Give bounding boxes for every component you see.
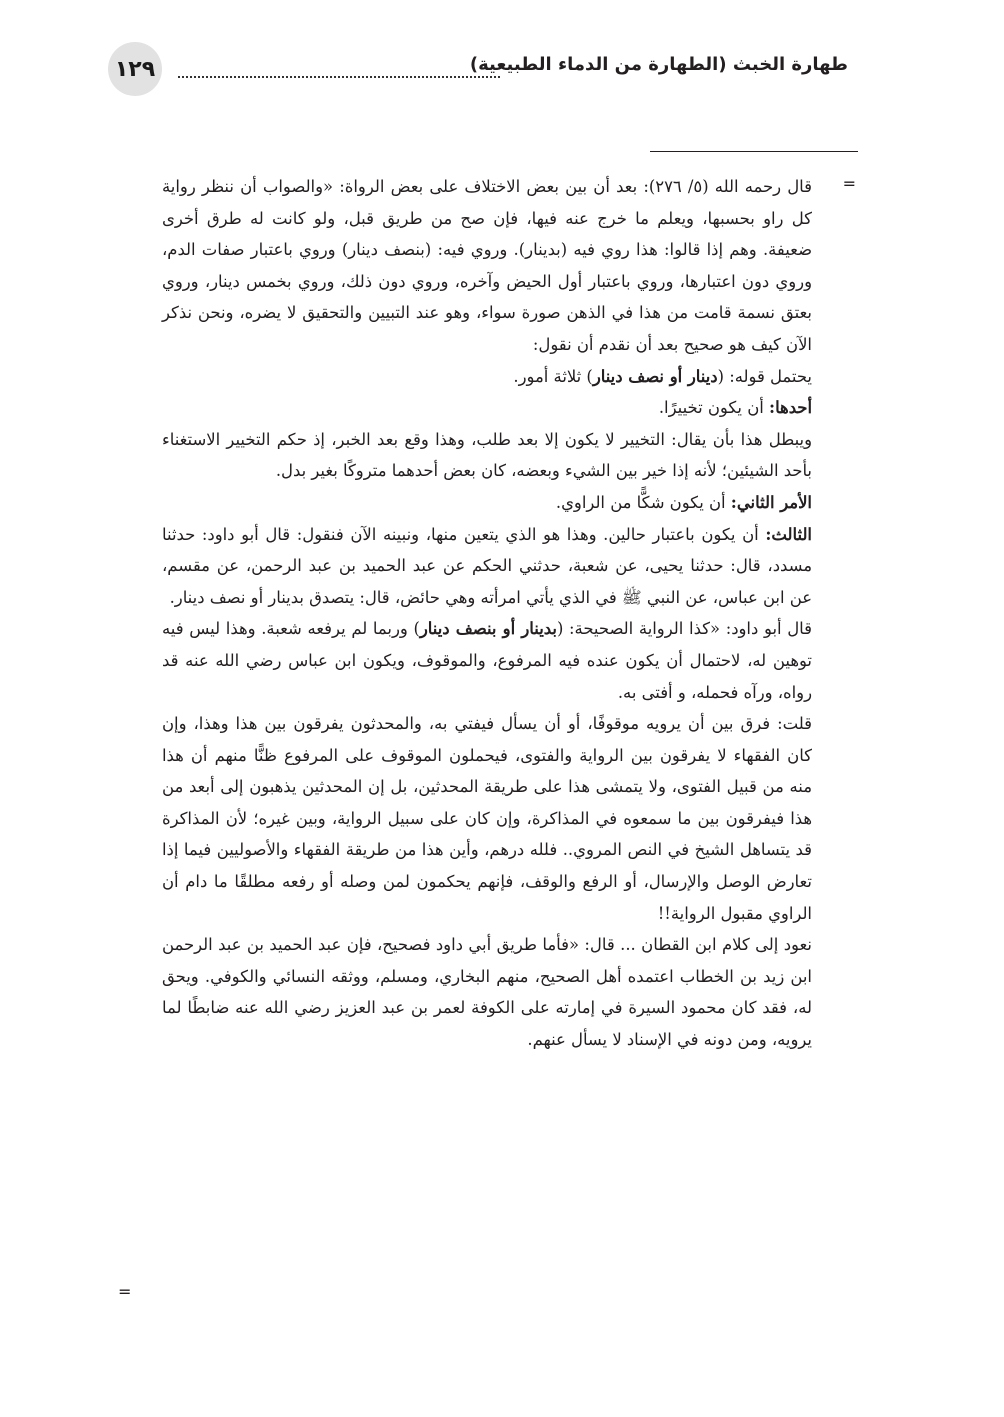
paragraph-text: ) ثلاثة أمور. (513, 366, 593, 386)
paragraph-1 (162, 171, 812, 361)
footnote-text (162, 171, 812, 1056)
paragraph-9 (162, 929, 812, 1055)
continuation-mark-bottom: = (118, 1282, 132, 1301)
paragraph-text: ) وربما لم يرفعه شعبة. وهذا ليس فيه توهين له، لاحتمال أن يكون عنده فيه المرفوع، والموقوف، ويكون ابن عباس رضي الله عنه قد رواه، ورآه فحمله، و أفتى به. (162, 619, 812, 702)
page-header (108, 42, 850, 98)
paragraph-4 (162, 424, 812, 487)
footnote-separator (650, 151, 858, 152)
paragraph-text: أن يكون تخييرًا. (658, 398, 770, 418)
paragraph-3 (162, 392, 812, 424)
paragraph-text: قال رحمه الله (٥/ ٢٧٦): بعد أن بين بعض الاختلاف على بعض الرواة: «والصواب أن ننظر رواية كل راو بحسبها، ويعلم ما خرج عنه فيها، فإن صح من طريق قبل، ولو كانت له طرق أخرى ضعيفة. وهم إذا قالوا: هذا روي فيه (بدينار). وروي فيه: (بنصف دينار) وروي باعتبار صفات الدم، وروي دون اعتبارها، وروي باعتبار أول الحيض وآخره، وروي دون ذلك، وروي بخمس دينار، وروي بعتق نسمة قامت من هذا في الذهن صورة سواء، وهو عند التبيين والتحقيق لا يضره، ونحن نذكر الآن كيف هو صحيح بعد أن نقدم أن نقول: (162, 177, 813, 354)
paragraph-lead: الأمر الثاني: (730, 492, 812, 512)
paragraph-text: يحتمل قوله: ( (717, 366, 812, 386)
paragraph-text: أن يكون باعتبار حالين. وهذا هو الذي يتعين منها، ونبينه الآن فنقول: قال أبو داود: حدثنا مسدد، قال: حدثنا يحيى، عن شعبة، حدثني الحكم عن عبد الحميد بن عبد الرحمن، عن مقسم، عن ابن عباس، عن النبي ﷺ في الذي يأتي امرأته وهي حائض، قال: يتصدق بدينار أو نصف دينار. (162, 524, 812, 607)
paragraph-text: ويبطل هذا بأن يقال: التخيير لا يكون إلا بعد طلب، وهذا وقع بعد الخبر، إذ حكم التخيير الاستغناء بأحد الشيئين؛ لأنه إذا خير بين الشيء وبعضه، كان بعض أحدهما متروكًا بغير بدل. (162, 429, 812, 481)
header-dotted-leader (178, 76, 500, 78)
paragraph-text: قال أبو داود: «كذا الرواية الصحيحة: ( (556, 619, 812, 639)
paragraph-5 (162, 487, 812, 519)
paragraph-text: أن يكون شكًّا من الراوي. (555, 492, 731, 512)
running-title: طهارة الخبث (الطهارة من الدماء الطبيعية) (469, 54, 848, 75)
paragraph-7 (162, 613, 812, 708)
page-number-badge: ١٢٩ (108, 42, 162, 96)
paragraph-2 (162, 361, 812, 393)
bold-phrase: دينار أو نصف دينار (592, 366, 718, 386)
paragraph-8 (162, 708, 812, 929)
paragraph-lead: أحدها: (769, 398, 812, 418)
paragraph-lead: الثالث: (765, 524, 812, 544)
continuation-mark-top: = (842, 174, 856, 193)
bold-phrase: بدينار أو بنصف دينار (419, 619, 557, 639)
paragraph-6 (162, 519, 812, 614)
paragraph-text: قلت: فرق بين أن يرويه موقوفًا، أو أن يسأل فيفتي به، والمحدثون يفرقون بين هذا وهذا، وإن كان الفقهاء لا يفرقون بين الرواية والفتوى، فيحملون الموقوف على المرفوع ظنًّا منهم أن هذا منه من قبيل الفتوى، ولا يتمشى هذا على طريقة المحدثين، بل إن المحدثين يذهبون إلى أبعد من هذا فيفرقون بين ما سمعوه في المذاكرة، وإن كان على سبيل الرواية، وبين غيره؛ لأن المذاكرة قد يتساهل الشيخ في النص المروي.. فلله درهم، وأين هذا من طريقة الفقهاء والأصوليين فيما إذا تعارض الوصل والإرسال، أو الرفع والوقف، فإنهم يحكمون لمن وصله أو رفعه مطلقًا ما دام أن الراوي مقبول الرواية!! (162, 714, 812, 923)
paragraph-text: نعود إلى كلام ابن القطان ... قال: «فأما طريق أبي داود فصحيح، فإن عبد الحميد بن عبد الرحمن ابن زيد بن الخطاب اعتمده أهل الصحيح، منهم البخاري، ومسلم، ووثقه النسائي والكوفي. ويحق له، فقد كان محمود السيرة في إمارته على الكوفة لعمر بن عبد العزيز رضي الله عنه ضابطًا لما يرويه، ومن دونه في الإسناد لا يسأل عنهم. (162, 935, 812, 1050)
